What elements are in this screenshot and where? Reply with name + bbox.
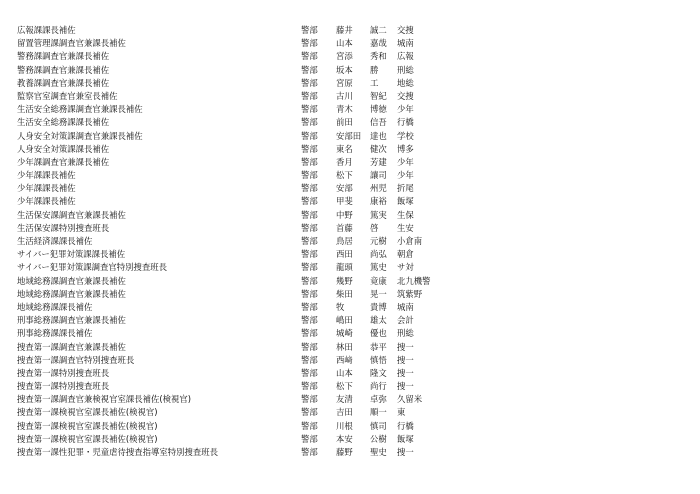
rank: 警部 [301, 222, 318, 233]
list-row [0, 169, 700, 182]
rank: 警部 [301, 381, 318, 392]
list-row [0, 314, 700, 327]
new-assignment: 飯塚 [397, 196, 414, 207]
surname: 龍頭 [336, 262, 353, 273]
rank: 警部 [301, 156, 318, 167]
rank: 警部 [301, 196, 318, 207]
new-assignment: 朝倉 [397, 249, 414, 260]
surname: 藤井 [336, 25, 353, 35]
position-title: 捜査第一課検視官室課長補佐(検視官) [17, 433, 158, 444]
rank: 警部 [301, 407, 318, 418]
new-assignment: 北九機警 [397, 275, 431, 286]
given-name: 智紀 [370, 90, 387, 101]
position-title: サイバー犯罪対策課課長補佐 [17, 249, 126, 260]
given-name: 信吾 [370, 117, 387, 128]
list-row [0, 195, 700, 208]
new-assignment: 少年 [397, 104, 414, 115]
rank: 警部 [301, 354, 318, 365]
position-title: 監察官室調査官兼室長補佐 [17, 90, 118, 101]
rank: 警部 [301, 77, 318, 88]
position-title: 広報課課長補佐 [17, 25, 76, 35]
new-assignment: 交捜 [397, 25, 414, 35]
given-name: 公樹 [370, 433, 387, 444]
list-row [0, 90, 700, 103]
new-assignment: 行橋 [397, 420, 414, 431]
surname: 林田 [336, 341, 353, 352]
surname: 山本 [336, 367, 353, 378]
given-name: 晃一 [370, 288, 387, 299]
position-title: 教養課調査官兼課長補佐 [17, 77, 110, 88]
list-row [0, 248, 700, 261]
given-name: 慎悟 [370, 354, 387, 365]
position-title: 捜査第一課調査官兼課長補佐 [17, 341, 126, 352]
position-title: 生活保安課特別捜査班長 [17, 222, 110, 233]
list-row [0, 367, 700, 380]
rank: 警部 [301, 249, 318, 260]
position-title: 生活安全総務課課長補佐 [17, 117, 110, 128]
list-row [0, 288, 700, 301]
list-row [0, 380, 700, 393]
new-assignment: 広報 [397, 51, 414, 62]
list-row [0, 301, 700, 314]
list-row [0, 24, 700, 37]
rank: 警部 [301, 301, 318, 312]
surname: 坂本 [336, 64, 353, 75]
surname: 安部田 [336, 130, 362, 141]
new-assignment: 城南 [397, 38, 414, 49]
new-assignment: 捜一 [397, 447, 414, 457]
position-title: 捜査第一課検視官室課長補佐(検視官) [17, 420, 158, 431]
list-row [0, 446, 700, 459]
list-row [0, 130, 700, 143]
surname: 松下 [336, 381, 353, 392]
position-title: 人身安全対策課調査官兼課長補佐 [17, 130, 143, 141]
surname: 甲斐 [336, 196, 353, 207]
personnel-list [0, 24, 700, 459]
list-row [0, 354, 700, 367]
rank: 警部 [301, 183, 318, 194]
rank: 警部 [301, 275, 318, 286]
surname: 宮添 [336, 51, 353, 62]
list-row [0, 222, 700, 235]
given-name: 貴博 [370, 301, 387, 312]
rank: 警部 [301, 367, 318, 378]
new-assignment: 行橋 [397, 117, 414, 128]
new-assignment: 捜一 [397, 381, 414, 392]
given-name: 尚行 [370, 381, 387, 392]
given-name: 勝 [370, 64, 379, 75]
new-assignment: 少年 [397, 170, 414, 181]
given-name: 啓 [370, 222, 379, 233]
list-row [0, 327, 700, 340]
rank: 警部 [301, 315, 318, 326]
surname: 安部 [336, 183, 353, 194]
new-assignment: 会計 [397, 315, 414, 326]
given-name: 卓弥 [370, 394, 387, 405]
new-assignment: 捜一 [397, 354, 414, 365]
surname: 城崎 [336, 328, 353, 339]
new-assignment: 刑総 [397, 328, 414, 339]
rank: 警部 [301, 328, 318, 339]
given-name: 元樹 [370, 236, 387, 246]
new-assignment: 飯塚 [397, 433, 414, 444]
surname: 友清 [336, 394, 353, 405]
list-row [0, 50, 700, 63]
given-name: 篤実 [370, 209, 387, 220]
list-row [0, 433, 700, 446]
new-assignment: 東 [397, 407, 406, 418]
rank: 警部 [301, 394, 318, 405]
list-row [0, 406, 700, 419]
list-row [0, 261, 700, 274]
given-name: 雄太 [370, 315, 387, 326]
new-assignment: サ対 [397, 262, 414, 273]
rank: 警部 [301, 170, 318, 181]
surname: 鳥居 [336, 236, 353, 246]
new-assignment: 捜一 [397, 341, 414, 352]
given-name: 慎司 [370, 420, 387, 431]
rank: 警部 [301, 51, 318, 62]
position-title: 生活保安課調査官兼課長補佐 [17, 209, 126, 220]
list-row [0, 393, 700, 406]
position-title: 刑事総務課調査官兼課長補佐 [17, 315, 126, 326]
given-name: 恭平 [370, 341, 387, 352]
new-assignment: 小倉南 [397, 236, 423, 246]
given-name: 康裕 [370, 196, 387, 207]
new-assignment: 生保 [397, 209, 414, 220]
list-row [0, 182, 700, 195]
list-row [0, 209, 700, 222]
surname: 松下 [336, 170, 353, 181]
position-title: 地域総務課調査官兼課長補佐 [17, 275, 126, 286]
position-title: 捜査第一課特別捜査班長 [17, 367, 110, 378]
surname: 西田 [336, 249, 353, 260]
given-name: 隆文 [370, 367, 387, 378]
new-assignment: 捜一 [397, 367, 414, 378]
new-assignment: 生安 [397, 222, 414, 233]
surname: 柴田 [336, 288, 353, 299]
surname: 幾野 [336, 275, 353, 286]
list-row [0, 156, 700, 169]
list-row [0, 64, 700, 77]
rank: 警部 [301, 38, 318, 49]
surname: 宮原 [336, 77, 353, 88]
position-title: 生活経済課課長補佐 [17, 236, 93, 246]
position-title: 捜査第一課特別捜査班長 [17, 381, 110, 392]
rank: 警部 [301, 90, 318, 101]
list-row [0, 143, 700, 156]
list-row [0, 103, 700, 116]
list-row [0, 116, 700, 129]
list-row [0, 420, 700, 433]
given-name: 芳建 [370, 156, 387, 167]
rank: 警部 [301, 64, 318, 75]
given-name: 篤史 [370, 262, 387, 273]
given-name: 誠二 [370, 25, 387, 35]
new-assignment: 学校 [397, 130, 414, 141]
position-title: 捜査第一課検視官室課長補佐(検視官) [17, 407, 158, 418]
given-name: 健次 [370, 143, 387, 154]
new-assignment: 城南 [397, 301, 414, 312]
given-name: 嘉哉 [370, 38, 387, 49]
surname: 首藤 [336, 222, 353, 233]
surname: 藤野 [336, 447, 353, 457]
given-name: 州児 [370, 183, 387, 194]
list-row [0, 37, 700, 50]
position-title: 少年課課長補佐 [17, 183, 76, 194]
rank: 警部 [301, 288, 318, 299]
given-name: 順一 [370, 407, 387, 418]
surname: 東名 [336, 143, 353, 154]
new-assignment: 折尾 [397, 183, 414, 194]
surname: 山本 [336, 38, 353, 49]
list-row [0, 275, 700, 288]
new-assignment: 少年 [397, 156, 414, 167]
position-title: サイバー犯罪対策課調査官特別捜査班長 [17, 262, 167, 273]
surname: 本安 [336, 433, 353, 444]
rank: 警部 [301, 447, 318, 457]
list-row [0, 341, 700, 354]
given-name: 聖史 [370, 447, 387, 457]
list-row [0, 235, 700, 248]
surname: 吉田 [336, 407, 353, 418]
surname: 香月 [336, 156, 353, 167]
surname: 古川 [336, 90, 353, 101]
rank: 警部 [301, 433, 318, 444]
rank: 警部 [301, 341, 318, 352]
rank: 警部 [301, 117, 318, 128]
surname: 嶋田 [336, 315, 353, 326]
position-title: 警務課調査官兼課長補佐 [17, 64, 110, 75]
given-name: 竟康 [370, 275, 387, 286]
surname: 川根 [336, 420, 353, 431]
rank: 警部 [301, 420, 318, 431]
given-name: 工 [370, 77, 379, 88]
new-assignment: 筑紫野 [397, 288, 423, 299]
new-assignment: 久留米 [397, 394, 423, 405]
rank: 警部 [301, 143, 318, 154]
position-title: 少年課調査官兼課長補佐 [17, 156, 110, 167]
position-title: 地域総務課調査官兼課長補佐 [17, 288, 126, 299]
position-title: 地域総務課課長補佐 [17, 301, 93, 312]
rank: 警部 [301, 236, 318, 246]
position-title: 警務課調査官兼課長補佐 [17, 51, 110, 62]
given-name: 尚弘 [370, 249, 387, 260]
new-assignment: 交捜 [397, 90, 414, 101]
given-name: 達也 [370, 130, 387, 141]
surname: 中野 [336, 209, 353, 220]
position-title: 生活安全総務課調査官兼課長補佐 [17, 104, 143, 115]
rank: 警部 [301, 262, 318, 273]
rank: 警部 [301, 209, 318, 220]
given-name: 秀和 [370, 51, 387, 62]
rank: 警部 [301, 104, 318, 115]
rank: 警部 [301, 25, 318, 35]
new-assignment: 刑総 [397, 64, 414, 75]
new-assignment: 博多 [397, 143, 414, 154]
rank: 警部 [301, 130, 318, 141]
given-name: 讓司 [370, 170, 387, 181]
position-title: 捜査第一課性犯罪・児童虐待捜査指導室特別捜査班長 [17, 447, 218, 457]
surname: 前田 [336, 117, 353, 128]
position-title: 捜査第一課調査官兼検視官室課長補佐(検視官) [17, 394, 192, 405]
position-title: 留置管理課調査官兼課長補佐 [17, 38, 126, 49]
position-title: 刑事総務課課長補佐 [17, 328, 93, 339]
list-row [0, 77, 700, 90]
surname: 牧 [336, 301, 345, 312]
position-title: 少年課課長補佐 [17, 170, 76, 181]
position-title: 捜査第一課調査官特別捜査班長 [17, 354, 135, 365]
given-name: 優也 [370, 328, 387, 339]
new-assignment: 地総 [397, 77, 414, 88]
position-title: 人身安全対策課課長補佐 [17, 143, 110, 154]
position-title: 少年課課長補佐 [17, 196, 76, 207]
given-name: 博徳 [370, 104, 387, 115]
surname: 青木 [336, 104, 353, 115]
surname: 西﨑 [336, 354, 353, 365]
